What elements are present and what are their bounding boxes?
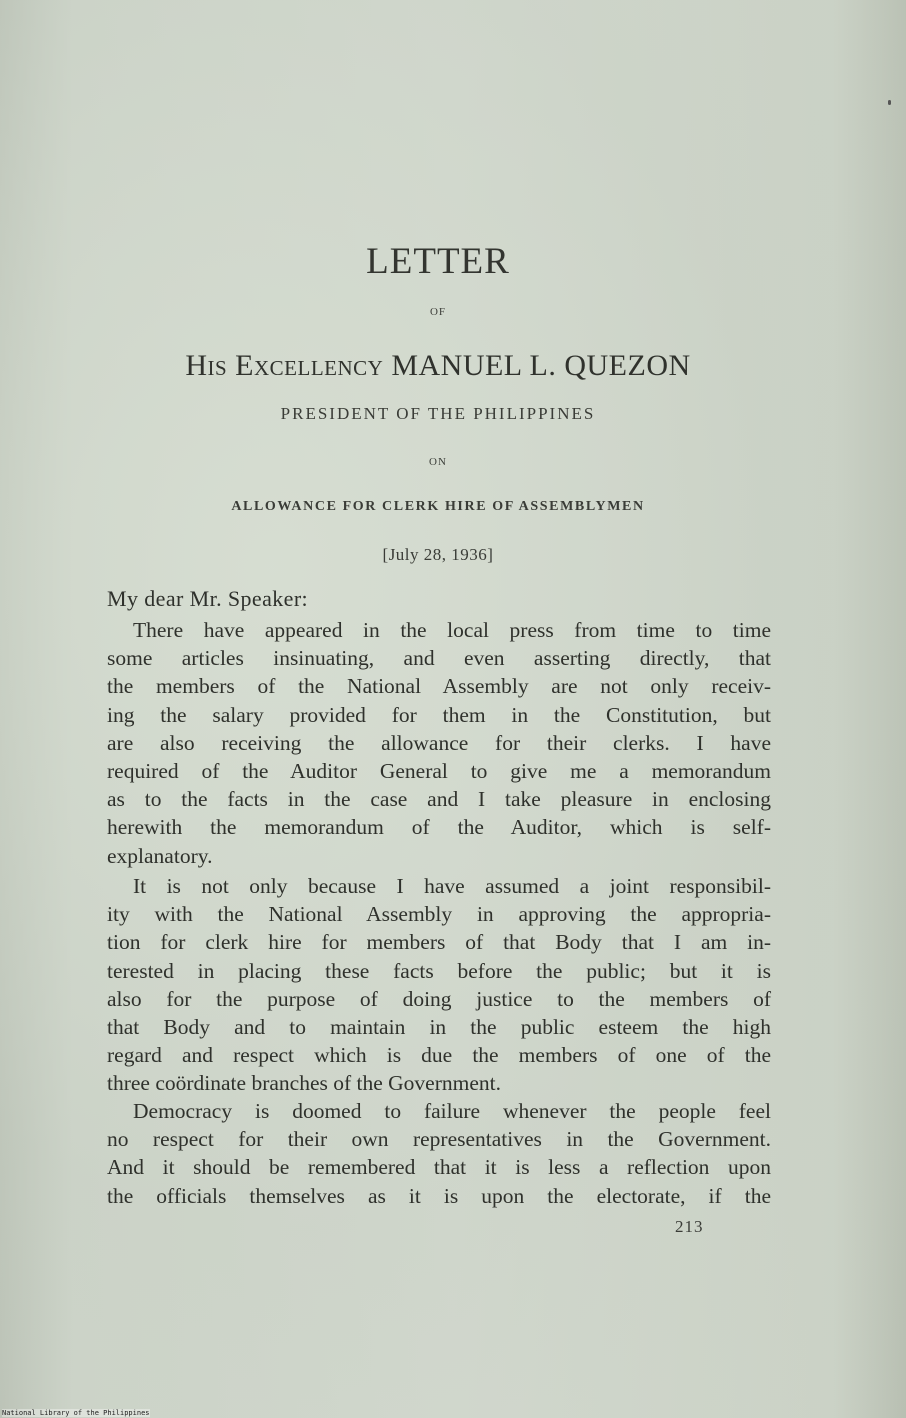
title-connector-on: ON bbox=[429, 456, 447, 468]
paragraph-1 bbox=[107, 616, 771, 870]
text-line: are also receiving the allowance for their clerks. I have bbox=[107, 730, 771, 755]
text-line: tion for clerk hire for members of that Body that I am in- bbox=[107, 930, 771, 955]
text-line: herewith the memorandum of the Auditor, which is self- bbox=[107, 815, 771, 840]
text-line: some articles insinuating, and even asserting directly, that bbox=[107, 646, 771, 671]
text-line: the officials themselves as it is upon the electorate, if the bbox=[107, 1183, 771, 1208]
paragraph-2 bbox=[107, 872, 771, 1098]
text-line: ing the salary provided for them in the Constitution, but bbox=[107, 702, 771, 727]
text-line: Democracy is doomed to failure whenever the people feel bbox=[133, 1099, 771, 1123]
library-credit: National Library of the Philippines bbox=[2, 1409, 150, 1417]
text-line: three coördinate branches of the Government. bbox=[107, 1071, 502, 1096]
text-line: regard and respect which is due the members of one of the bbox=[107, 1043, 771, 1068]
author-name bbox=[0, 349, 876, 383]
author-fullname: MANUEL L. QUEZON bbox=[391, 349, 691, 382]
text-line: that Body and to maintain in the public esteem the high bbox=[107, 1014, 771, 1039]
letter-date: [July 28, 1936] bbox=[382, 545, 494, 564]
text-line: the members of the National Assembly are not only receiv- bbox=[107, 674, 771, 699]
letter-topic: ALLOWANCE FOR CLERK HIRE OF ASSEMBLYMEN bbox=[231, 499, 645, 514]
author-honorific: His Excellency bbox=[185, 349, 384, 382]
ink-speck bbox=[888, 100, 891, 105]
page-number: 213 bbox=[675, 1217, 704, 1236]
paragraph-3 bbox=[107, 1097, 771, 1210]
text-line: And it should be remembered that it is less a reflection upon bbox=[107, 1155, 771, 1180]
document-title: LETTER bbox=[366, 241, 510, 282]
salutation: My dear Mr. Speaker: bbox=[107, 586, 309, 611]
text-line: as to the facts in the case and I take pleasure in enclosing bbox=[107, 787, 771, 812]
title-connector-of: OF bbox=[429, 306, 447, 318]
text-line: required of the Auditor General to give me a memorandum bbox=[107, 758, 771, 783]
text-line: It is not only because I have assumed a joint responsibil- bbox=[133, 874, 771, 898]
text-line: explanatory. bbox=[107, 843, 213, 868]
text-line: terested in placing these facts before the public; but it is bbox=[107, 958, 771, 983]
text-line: also for the purpose of doing justice to the members of bbox=[107, 986, 771, 1011]
text-line: no respect for their own representatives in the Government. bbox=[107, 1127, 771, 1152]
text-line: There have appeared in the local press from time to time bbox=[133, 618, 771, 642]
text-line: ity with the National Assembly in approving the appropria- bbox=[107, 902, 771, 927]
author-position: PRESIDENT OF THE PHILIPPINES bbox=[280, 404, 596, 423]
